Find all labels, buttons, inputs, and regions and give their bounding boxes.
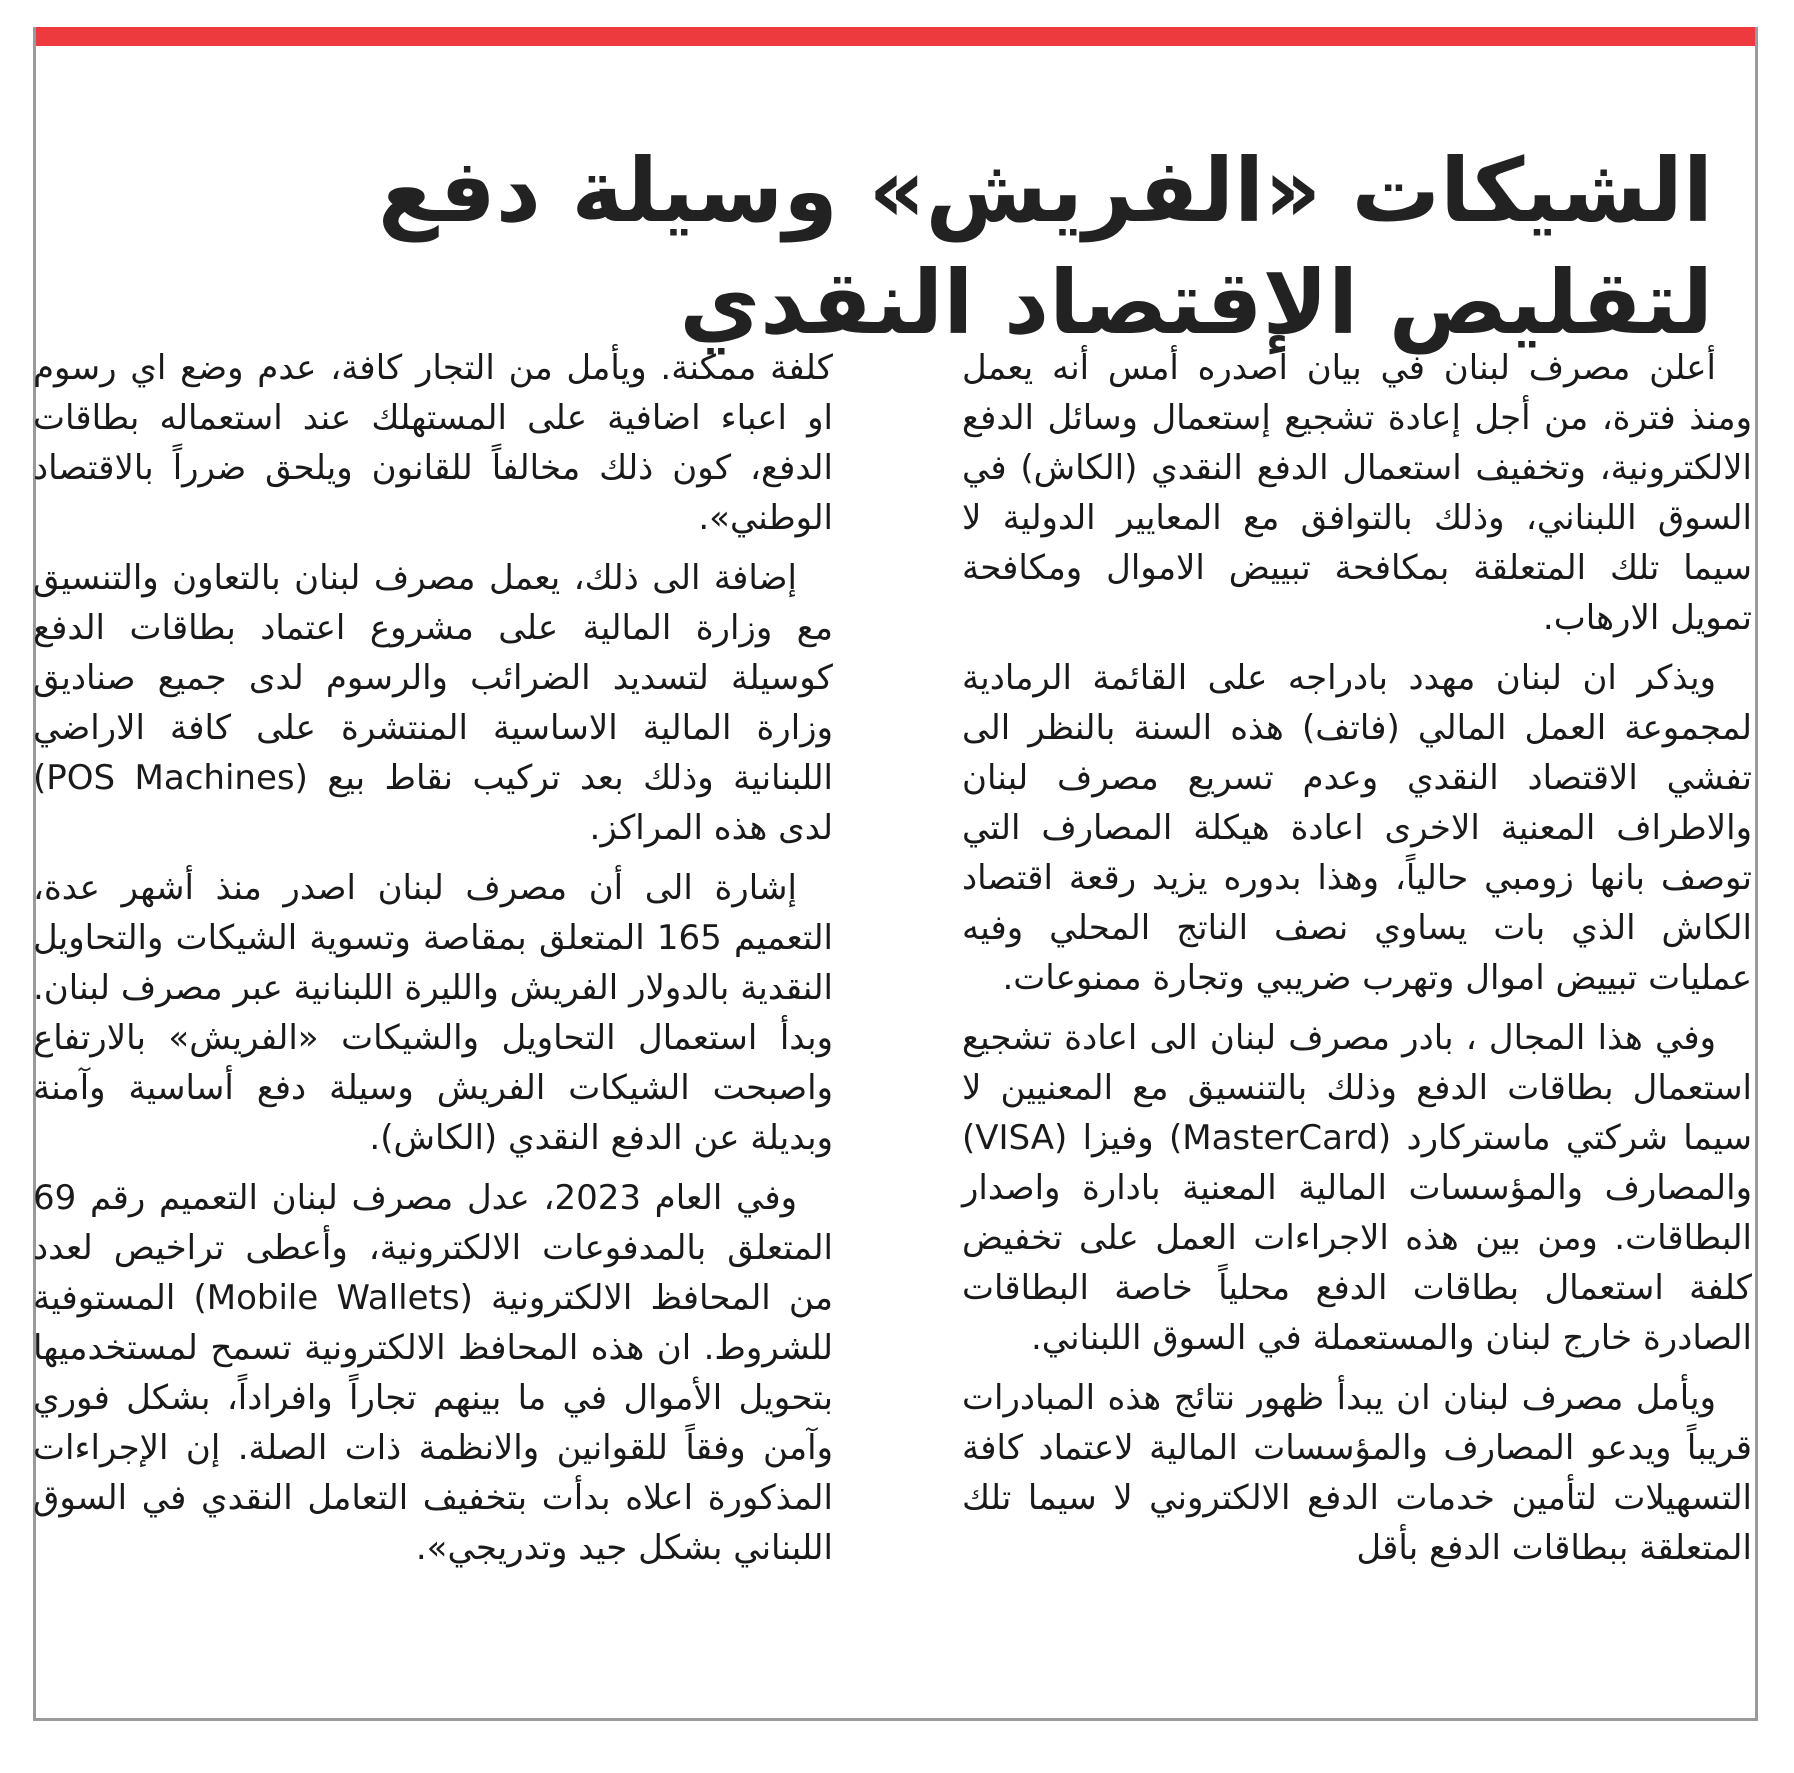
paragraph: ويأمل مصرف لبنان ان يبدأ ظهور نتائج هذه المبادرات قريباً ويدعو المصارف والمؤسسات المالية لاعتماد كافة التسهيلات لتأمين خدمات الدفع الالكتروني لا سيما تلك المتعلقة ببطاقات الدفع بأقل — [962, 1378, 1752, 1568]
paragraph: إشارة الى أن مصرف لبنان اصدر منذ أشهر عدة، التعميم 165 المتعلق بمقاصة وتسوية الشيكات والتحاويل النقدية بالدولار الفريش والليرة اللبنانية عبر مصرف لبنان. وبدأ استعمال التحاويل والشيكات «الفريش» بالارتفاع واصبحت الشيكات الفريش وسيلة دفع أساسية وآمنة وبديلة عن الدفع النقدي (الكاش). — [33, 868, 833, 1158]
left-column — [33, 343, 833, 1583]
right-column — [962, 343, 1752, 1583]
paragraph: ويذكر ان لبنان مهدد بادراجه على القائمة الرمادية لمجموعة العمل المالي (فاتف) هذه السنة بالنظر الى تفشي الاقتصاد النقدي وعدم تسريع مصرف لبنان والاطراف المعنية الاخرى اعادة هيكلة المصارف التي توصف بانها زومبي حالياً، وهذا بدوره يزيد رقعة اقتصاد الكاش الذي بات يساوي نصف الناتج المحلي وفيه عمليات تبييض اموال وتهرب ضريبي وتجارة ممنوعات. — [962, 658, 1752, 998]
paragraph: إضافة الى ذلك، يعمل مصرف لبنان بالتعاون والتنسيق مع وزارة المالية على مشروع اعتماد بطاقات الدفع كوسيلة لتسديد الضرائب والرسوم لدى جميع صناديق وزارة المالية الاساسية المنتشرة على كافة الاراضي اللبنانية وذلك بعد تركيب نقاط بيع (POS Machines) لدى هذه المراكز. — [33, 558, 833, 848]
paragraph: كلفة ممكنة. ويأمل من التجار كافة، عدم وضع اي رسوم او اعباء اضافية على المستهلك عند استعماله بطاقات الدفع، كون ذلك مخالفاً للقانون ويلحق ضرراً بالاقتصاد الوطني». — [33, 348, 833, 538]
paragraph: وفي هذا المجال ، بادر مصرف لبنان الى اعادة تشجيع استعمال بطاقات الدفع وذلك بالتنسيق مع المعنيين لا سيما شركتي ماستركارد (MasterCard) وفيزا (VISA) والمصارف والمؤسسات المالية المعنية بادارة واصدار البطاقات. ومن بين هذه الاجراءات العمل على تخفيض كلفة استعمال بطاقات الدفع محلياً خاصة البطاقات الصادرة خارج لبنان والمستعملة في السوق اللبناني. — [962, 1018, 1752, 1358]
top-accent-bar — [36, 27, 1755, 46]
headline: الشيكات «الفريش» وسيلة دفع لتقليص الإقتصاد النقدي — [378, 139, 1713, 354]
paragraph: وفي العام 2023، عدل مصرف لبنان التعميم رقم 69 المتعلق بالمدفوعات الالكترونية، وأعطى تراخيص لعدد من المحافظ الالكترونية (Mobile Wallets) المستوفية للشروط. ان هذه المحافظ الالكترونية تسمح لمستخدميها بتحويل الأموال في ما بينهم تجاراً وافراداً، بشكل فوري وآمن وفقاً للقوانين والانظمة ذات الصلة. إن الإجراءات المذكورة اعلاه بدأت بتخفيف التعامل النقدي في السوق اللبناني بشكل جيد وتدريجي». — [33, 1178, 833, 1568]
paragraph: أعلن مصرف لبنان في بيان اصدره أمس أنه يعمل ومنذ فترة، من أجل إعادة تشجيع إستعمال وسائل الدفع الالكترونية، وتخفيف استعمال الدفع النقدي (الكاش) في السوق اللبناني، وذلك بالتوافق مع المعايير الدولية لا سيما تلك المتعلقة بمكافحة تبييض الاموال ومكافحة تمويل الارهاب. — [962, 348, 1752, 638]
